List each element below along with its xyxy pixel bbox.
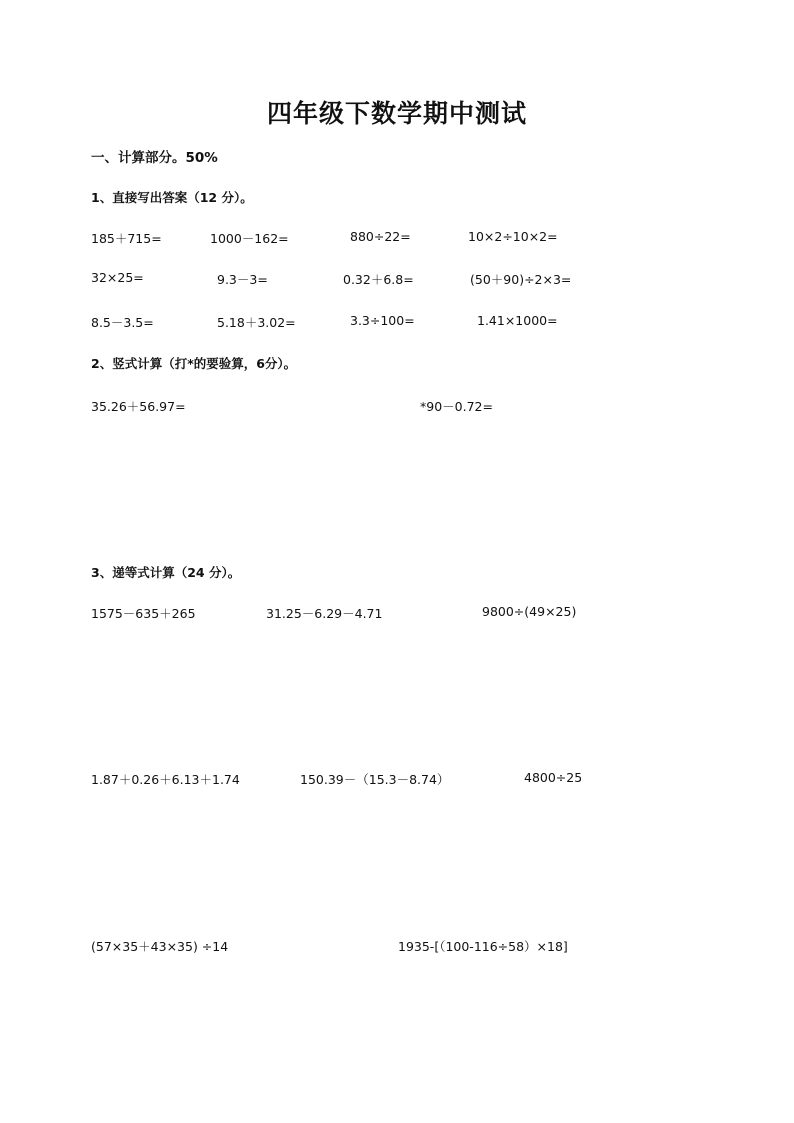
direct-answer-item: 185＋715=	[91, 231, 162, 246]
direct-answer-item: 0.32＋6.8=	[343, 272, 414, 287]
stepwise-calc-item: 1935-[（100-116÷58）×18]	[398, 939, 568, 954]
direct-answer-item: 8.5－3.5=	[91, 315, 154, 330]
stepwise-calc-item: 150.39－（15.3－8.74）	[300, 772, 450, 787]
stepwise-calc-item: (57×35＋43×35) ÷14	[91, 939, 229, 954]
direct-answer-item: 1000－162=	[210, 231, 289, 246]
part3-heading: 3、递等式计算（24 分）。	[91, 565, 241, 580]
direct-answer-item: 32×25=	[91, 270, 144, 285]
direct-answer-item: 10×2÷10×2=	[468, 229, 558, 244]
part1-heading: 1、直接写出答案（12 分）。	[91, 190, 253, 205]
section-heading-calculation: 一、计算部分。50%	[91, 150, 218, 166]
direct-answer-item: 1.41×1000=	[477, 313, 558, 328]
vertical-calc-item: 35.26＋56.97=	[91, 399, 186, 414]
direct-answer-item: (50＋90)÷2×3=	[470, 272, 572, 287]
stepwise-calc-item: 1575－635＋265	[91, 606, 196, 621]
stepwise-calc-item: 9800÷(49×25)	[482, 604, 577, 619]
page-title: 四年级下数学期中测试	[266, 99, 527, 128]
direct-answer-item: 5.18＋3.02=	[217, 315, 296, 330]
stepwise-calc-item: 4800÷25	[524, 770, 583, 785]
vertical-calc-item: *90－0.72=	[420, 399, 493, 414]
direct-answer-item: 880÷22=	[350, 229, 411, 244]
direct-answer-item: 3.3÷100=	[350, 313, 415, 328]
part2-heading: 2、竖式计算（打*的要验算，6分）。	[91, 356, 297, 371]
stepwise-calc-item: 31.25－6.29－4.71	[266, 606, 383, 621]
stepwise-calc-item: 1.87＋0.26＋6.13＋1.74	[91, 772, 240, 787]
direct-answer-item: 9.3－3=	[217, 272, 268, 287]
